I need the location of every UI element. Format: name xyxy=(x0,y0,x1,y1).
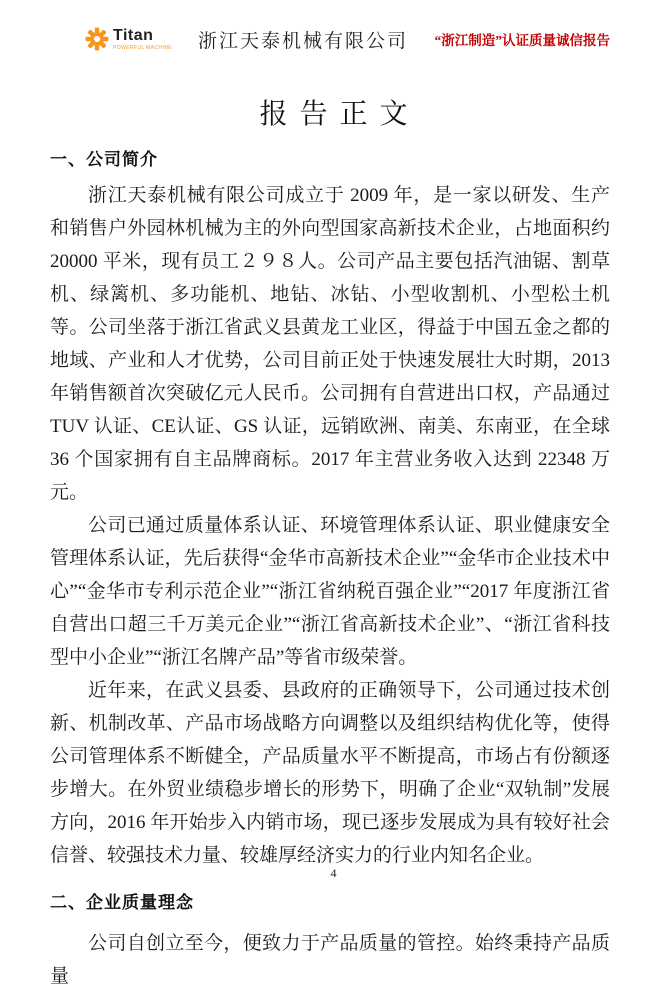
paragraph: 公司已通过质量体系认证、环境管理体系认证、职业健康安全管理体系认证，先后获得“金华市高新技术企业”“金华市企业技术中心”“金华市专利示范企业”“浙江省纳税百强企业”“2017 年度浙江省自营出口超三千万美元企业”“浙江省高新技术企业”、“浙江省科技型中小企业”“浙江名牌产品”等省市级荣誉。 xyxy=(50,515,610,668)
page-header xyxy=(85,24,610,54)
paragraph: 公司自创立至今，便致力于产品质量的管控。始终秉持产品质量 xyxy=(50,933,610,987)
gear-icon xyxy=(85,27,109,51)
logo-tagline: POWERFUL MACHINE xyxy=(113,44,172,51)
company-name: 浙江天泰机械有限公司 xyxy=(198,30,409,52)
section-quality-philosophy xyxy=(50,888,610,993)
paragraph: 近年来，在武义县委、县政府的正确领导下，公司通过技术创新、机制改革、产品市场战略方向调整以及组织结构优化等，使得公司管理体系不断健全，产品质量水平不断提高，市场占有份额逐步增大。在外贸业绩稳步增长的形势下，明确了企业“双轨制”发展方向，2016 年开始步入内销市场，现已逐步发展成为具有较好社会信誉、较强技术力量、较雄厚经济实力的行业内知名企业。 xyxy=(50,680,610,866)
paragraph: 浙江天泰机械有限公司成立于 2009 年，是一家以研发、生产和销售户外园林机械为主的外向型国家高新技术企业，占地面积约 20000 平米，现有员工２９８人。公司产品主要包括汽油锯、割草机、绿篱机、多功能机、地钻、冰钻、小型收割机、小型松土机等。公司坐落于浙江省武义县黄龙工业区，得益于中国五金之都的地域、产业和人才优势，公司目前正处于快速发展壮大时期，2013 年销售额首次突破亿元人民币。公司拥有自营进出口权，产品通过 TUV 认证、CE认证、GS 认证，远销欧洲、南美、东南亚，在全球 36 个国家拥有自主品牌商标。2017 年主营业务收入达到 22348 万元。 xyxy=(50,185,630,503)
section-heading-company-intro: 一、公司简介 xyxy=(50,150,158,169)
logo-brand: Titan xyxy=(113,26,154,44)
logo-text xyxy=(113,28,172,51)
section-company-intro xyxy=(50,145,630,872)
report-page xyxy=(0,24,667,987)
section-heading-quality-philosophy: 二、企业质量理念 xyxy=(50,893,194,912)
titan-logo xyxy=(85,27,172,51)
page-number: 4 xyxy=(330,866,337,880)
report-type-label: “浙江制造”认证质量诚信报告 xyxy=(434,33,610,48)
page-title: 报告正文 xyxy=(259,99,420,130)
